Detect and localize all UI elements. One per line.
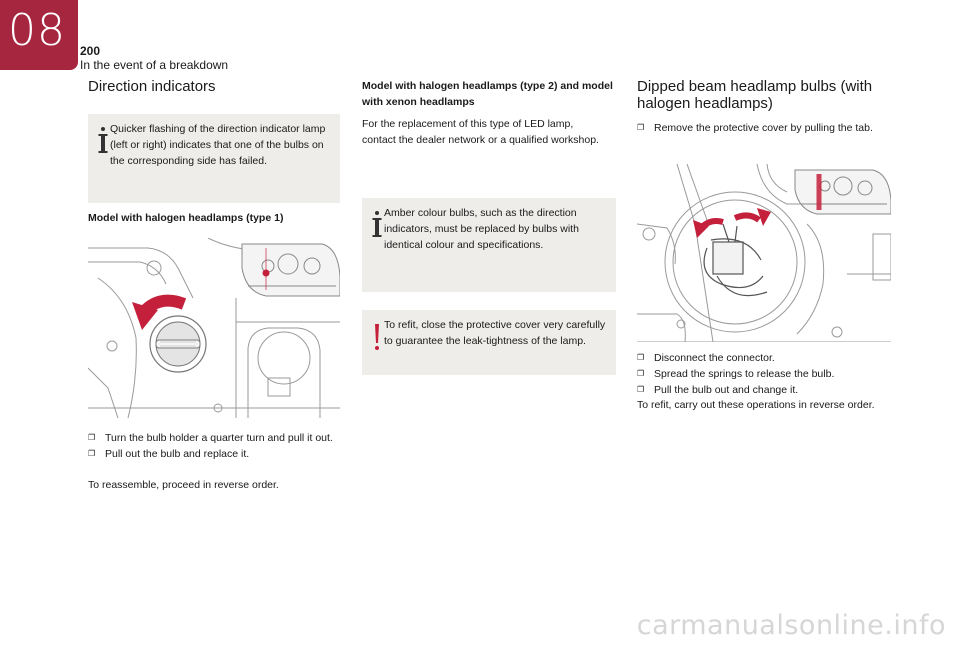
- warning-text-refit: To refit, close the protective cover very carefully to guarantee the leak-tightness of the lamp.: [384, 319, 606, 347]
- info-box-flashing: [88, 114, 340, 203]
- checkbox-bullet-icon: ❐: [88, 433, 96, 442]
- chapter-number: 08: [8, 5, 66, 56]
- checkbox-bullet-icon: ❐: [637, 384, 645, 394]
- list-item: ❐ Pull out the bulb and replace it.: [88, 447, 250, 460]
- checkbox-bullet-icon: ❐: [637, 353, 645, 362]
- dipped-beam-bulb-illustration: [637, 164, 891, 342]
- dipped-beam-closing-text: To refit, carry out these operations in reverse order.: [637, 399, 875, 411]
- dipped-beam-steps-list: [637, 351, 891, 398]
- info-box-amber: [362, 198, 616, 292]
- checkbox-bullet-icon: ❐: [637, 368, 645, 378]
- info-icon: [96, 126, 110, 156]
- list-item: ❐ Pull the bulb out and change it.: [637, 383, 799, 396]
- dipped-beam-heading: Dipped beam headlamp bulbs (with halogen headlamps): [637, 78, 873, 112]
- chapter-tab: [0, 0, 78, 70]
- info-text-flashing: Quicker flashing of the direction indicator lamp (left or right) indicates that one of the bulbs on the corresponding side has failed.: [110, 123, 326, 167]
- list-item: ❐ Turn the bulb holder a quarter turn and pull it out.: [88, 432, 333, 444]
- list-item: ❐ Spread the springs to release the bulb.: [637, 367, 835, 380]
- type1-closing-text: To reassemble, proceed in reverse order.: [88, 479, 279, 491]
- dipped-beam-first-step: [637, 121, 891, 137]
- type1-subheading: Model with halogen headlamps (type 1): [88, 212, 284, 224]
- list-item: ❐ Disconnect the connector.: [637, 352, 775, 364]
- warning-box-refit: [362, 310, 616, 375]
- type1-bulb-holder-illustration: [88, 238, 340, 418]
- checkbox-bullet-icon: ❐: [637, 123, 645, 132]
- page-number: 200: [80, 44, 101, 58]
- info-text-amber: Amber colour bulbs, such as the direction indicators, must be replaced by bulbs with identical colour and specifications.: [384, 207, 579, 251]
- watermark: carmanualsonline.info: [636, 610, 946, 641]
- direction-indicators-heading: Direction indicators: [88, 78, 216, 95]
- section-title: In the event of a breakdown: [80, 58, 229, 72]
- checkbox-bullet-icon: ❐: [88, 448, 96, 458]
- warning-icon: [370, 322, 384, 352]
- type2-led-paragraph: For the replacement of this type of LED lamp, contact the dealer network or a qualified workshop.: [362, 118, 599, 146]
- list-item: ❐ Remove the protective cover by pulling the tab.: [637, 122, 873, 134]
- info-icon: [370, 210, 384, 240]
- type2-xenon-subheading: Model with halogen headlamps (type 2) and model with xenon headlamps: [362, 80, 613, 109]
- type1-steps-list: [88, 431, 340, 463]
